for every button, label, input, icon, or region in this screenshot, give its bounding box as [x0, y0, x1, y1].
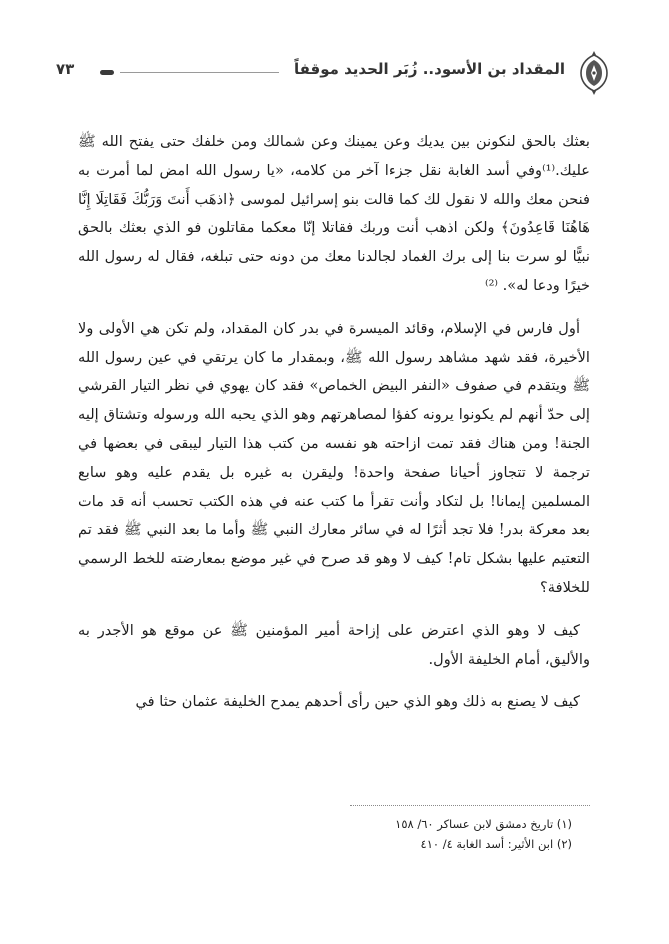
header-rule-dash: [100, 70, 114, 75]
page-header: [56, 48, 609, 100]
running-title: المقداد بن الأسود.. زُبَر الحديد موقفاً: [293, 60, 565, 78]
footnote-divider: [350, 805, 590, 806]
page-number: ٧٣: [56, 60, 75, 78]
paragraph-4: كيف لا يصنع به ذلك وهو الذي حين رأى أحدهم يمدح الخليفة عثمان حثا في: [135, 693, 580, 711]
body-text: [78, 128, 590, 731]
footnotes: [78, 805, 590, 854]
paragraph-2: أول فارس في الإسلام، وقائد الميسرة في بدر كان المقداد، ولم تكن هي الأولى ولا الأخيرة، فقد شهد مشاهد رسول الله ﷺ، وبمقدار ما كان يرتقي في عين رسول الله ﷺ ويتقدم في صفوف «النفر البيض الخماص» فقد كان يهوي في نظر التيار القرشي إلى حدّ أنهم لم يكونوا يرونه كفؤا لمصاهرتهم وهو الذي يحبه الله ورسوله وتشتاق إليه الجنة! ومن هناك فقد تمت ازاحته هو نفسه من كتب هذا التيار ليبقى في بعضها في ترجمة لا تتجاوز أحيانا صفحة واحدة! وليقرن به غيره بل يقدم عليه وهو سابع المسلمين إيمانا! بل لتكاد وأنت تقرأ ما كتب عنه في هذه الكتب تحسب أنه قد مات بعد معركة بدر! فلا تجد أثرًا له في سائر معارك النبي ﷺ وأما ما بعد النبي ﷺ فقد تم التعتيم عليها بشكل تام! كيف لا وهو قد صرح في غير موضع بمعارضته للخط الرسمي للخلافة؟: [78, 319, 590, 596]
paragraph-3: كيف لا وهو الذي اعترض على إزاحة أمير المؤمنين ﷺ عن موقع هو الأجدر به والأليق، أمام الخليفة الأول.: [78, 621, 590, 668]
footnote-1: (١) تاريخ دمشق لابن عساكر ٦٠/ ١٥٨: [395, 817, 572, 831]
header-rule: [120, 72, 279, 73]
paragraph-1: بعثك بالحق لنكونن بين يديك وعن يمينك وعن شمالك ومن خلفك حتى يفتح الله ﷺ عليك.⁽¹⁾وفي أسد الغابة نقل جزءا آخر من كلامه، «يا رسول الله امض لما أمرت به فنحن معك والله لا نقول لك كما قالت بنو إسرائيل لموسى ﴿اذهَب أَنتَ وَرَبُّكَ فَقَاتِلَا إِنَّا هَاهُنَا قَاعِدُونَ﴾ ولكن اذهب أنت وربك فقاتلا إنّا معكما مقاتلون فو الذي بعثك بالحق نبيًّا لو سرت بنا إلى برك الغماد لجالدنا معك من دونه حتى تبلغه، فقال له رسول الله خيرًا ودعا له». ⁽²⁾: [78, 133, 590, 294]
footnote-2: (٢) ابن الأثير: أسد الغابة ٤/ ٤١٠: [420, 837, 572, 851]
ornament-lantern-icon: [579, 50, 609, 96]
